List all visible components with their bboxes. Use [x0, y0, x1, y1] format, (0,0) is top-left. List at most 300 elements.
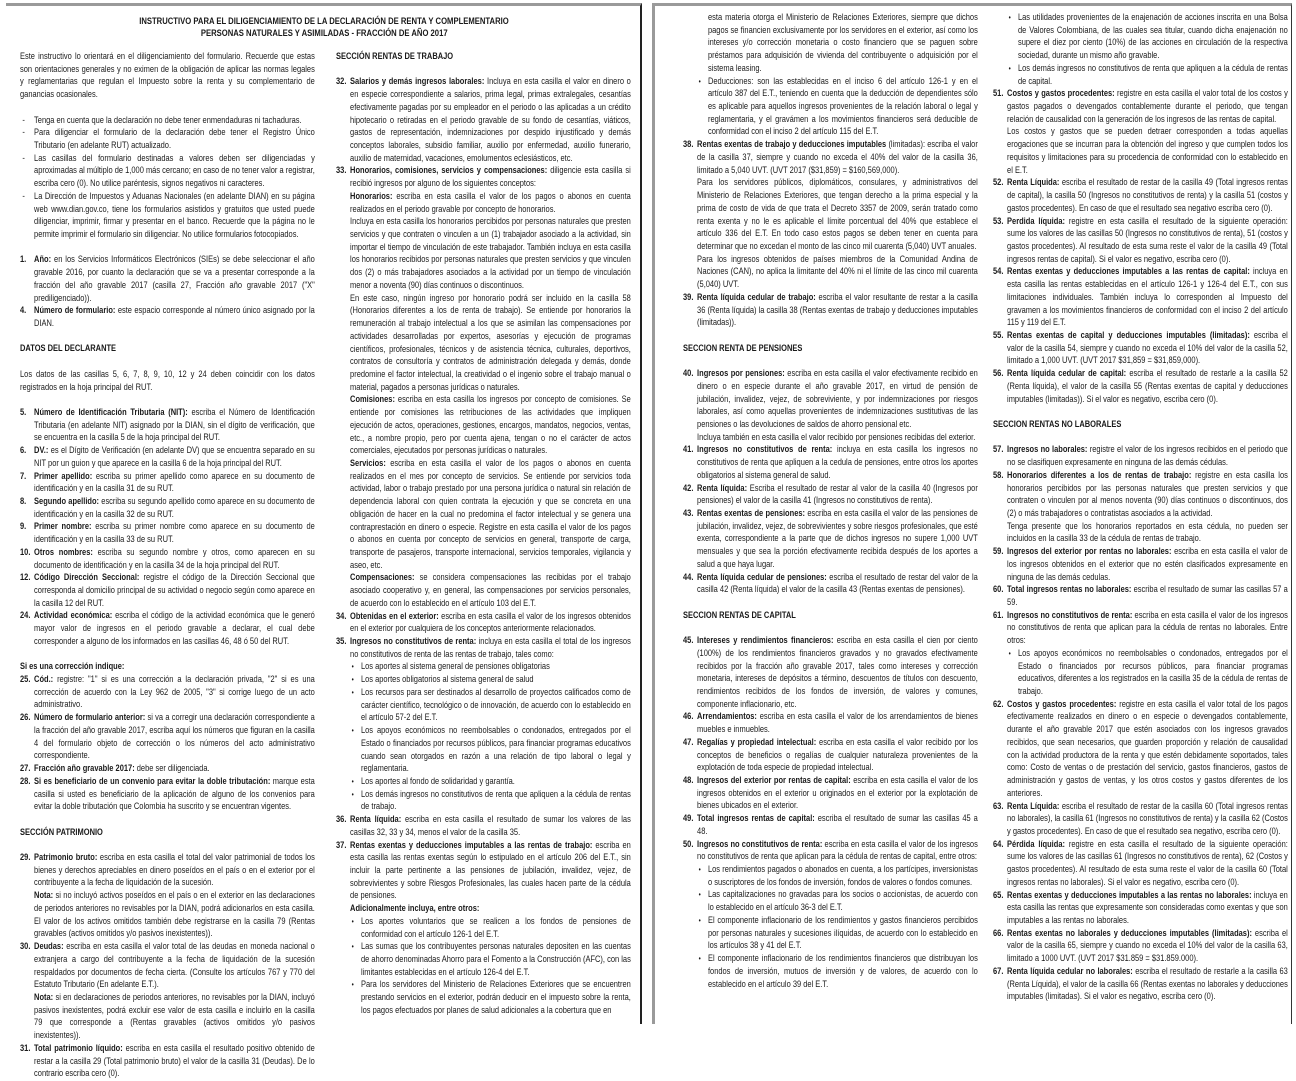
- numbered-item: [993, 444, 1288, 469]
- item-subparagraph: [993, 521, 1288, 546]
- item-subparagraph: [20, 992, 315, 1043]
- paragraph: [20, 369, 315, 394]
- bullet-item: [336, 661, 631, 674]
- numbered-item: [683, 737, 978, 775]
- item-label: Rentas exentas de trabajo y deducciones imputables: [697, 139, 887, 151]
- item-number: 39.: [683, 291, 694, 303]
- item-text: Los aportes voluntarios que se realicen a los fondos de pensiones de conformidad con el artículo 126-1 del E.T.: [360, 915, 631, 940]
- bullet-item: [993, 12, 1288, 63]
- item-text: Los aportes obligatorios al sistema general de salud: [360, 674, 534, 686]
- item-text: Los aportes al sistema general de pensiones obligatorias: [360, 661, 550, 673]
- item-number: 49.: [683, 813, 694, 825]
- item-label: Patrimonio bruto:: [34, 852, 98, 864]
- item-label: Año:: [34, 254, 52, 266]
- item-number: 62.: [993, 698, 1004, 710]
- section-heading: [336, 51, 631, 64]
- item-number: 44.: [683, 571, 694, 583]
- numbered-item: [20, 521, 315, 546]
- section-heading: [683, 343, 978, 356]
- item-label: Honorarios, comisiones, servicios y compensaciones:: [350, 165, 548, 177]
- item-text: Los costos y gastos que se pueden detraer corresponden a todas aquellas erogaciones que se incurran para la obtención del ingreso y que cumplen todos los requisitos y limitaciones para su procedencia de conformidad con lo establecido en el E.T.: [1007, 126, 1288, 176]
- item-subparagraph: [683, 177, 978, 253]
- item-text: DATOS DEL DECLARANTE: [20, 343, 117, 355]
- item-label: Rentas exentas y deducciones imputables a las rentas de trabajo:: [350, 839, 593, 851]
- item-text: Los apoyos económicos no reembolsables o condonados, entregados por el Estado o financiados por recursos públicos, para financiar programas educativos cuando sean otorgados en razón a una relación de tipo laboral o legal y reglamentaria.: [360, 725, 631, 775]
- item-label: Renta Líquida:: [1007, 800, 1060, 812]
- item-text: Tenga presente que los honorarios reportados en esta cédula, no pueden ser incluidos en la casilla 33 de la cédula de rentas de trabajo.: [1007, 520, 1288, 545]
- bullet-item: [993, 63, 1288, 88]
- page2-column-right: [993, 12, 1288, 1004]
- item-text: si en declaraciones de periodos anteriores, no revisables por la DIAN, incluyó pasivos inexistentes, podrá excluir ese valor de esta casilla e incluirlo en la casilla 79 que corresponde a (Rentas gravables (activos omitidos y/o pasivos inexistentes)).: [34, 991, 315, 1042]
- numbered-item: [993, 839, 1288, 890]
- item-label: Arrendamientos:: [697, 711, 757, 723]
- item-subparagraph: [683, 254, 978, 292]
- numbered-item: [993, 890, 1288, 928]
- item-number: 28.: [20, 775, 31, 787]
- item-text: registre en esta casilla el valor total de los costos y gastos pagados o devengados contablemente durante el periodo, que tengan relación de causalidad con la generación de los ingresos de las rentas de capital.: [1007, 88, 1288, 125]
- item-number: 1.: [20, 254, 27, 266]
- document-page-1: [6, 3, 642, 1080]
- item-label: Ingresos no constitutivos de renta:: [1007, 609, 1133, 621]
- numbered-item: [20, 471, 315, 496]
- numbered-item: [993, 584, 1288, 609]
- item-text: Los recursos para ser destinados al desarrollo de proyectos calificados como de carácter científico, tecnológico o de innovación, de acuerdo con lo establecido en el artículo 57-2 del E.T.: [360, 686, 631, 724]
- item-text: se considera compensaciones las recibidas por el trabajo asociado cooperativo y, en general, las compensaciones por servicios personales, de acuerdo con lo establecido en el artículo 103 del E.T.: [350, 572, 631, 609]
- page1-column-left: [20, 51, 315, 1081]
- item-label: Rentas exentas y deducciones imputables a las rentas no laborales:: [1007, 889, 1252, 901]
- item-text: Escriba el resultado de restar al valor de la casilla 40 (Ingresos por pensiones) el valor de la casilla 41 (Ingresos no constitutivos de renta).: [697, 482, 978, 507]
- item-text: Los demás ingresos no constitutivos de renta que apliquen a la cédula de rentas de capital.: [1017, 62, 1288, 87]
- bullet-item: [336, 789, 631, 814]
- item-number: 42.: [683, 482, 694, 494]
- numbered-item: [993, 801, 1288, 839]
- item-number: 53.: [993, 215, 1004, 227]
- item-text: escriba el Número de Identificación Tributaria (en adelante NIT) asignado por la DIAN, sin el dígito de verificación, que se encuentra en la casilla 5 de la hoja principal del RUT.: [34, 406, 315, 444]
- item-subparagraph: [336, 191, 631, 216]
- numbered-item: [336, 814, 631, 839]
- item-text: Los demás ingresos no constitutivos de renta que apliquen a la cédula de rentas de trabajo.: [360, 788, 631, 813]
- numbered-item: [993, 330, 1288, 368]
- item-text: registre en esta casilla los honorarios percibidos por las personas naturales que presten servicios y que contraten o vinculen por al menos noventa (90) días continuos o discontinuos, dos (2) o más trabajadores o contratistas asociados a la actividad.: [1007, 469, 1288, 519]
- item-text: Los aportes al fondo de solidaridad y garantía.: [360, 775, 515, 787]
- item-number: 65.: [993, 889, 1004, 901]
- bullet-continuation: [683, 12, 978, 76]
- item-number: 27.: [20, 763, 31, 775]
- item-number: 5.: [20, 406, 27, 418]
- item-label: Renta líquida cedular de trabajo:: [697, 291, 816, 303]
- item-label: Comisiones:: [350, 394, 395, 406]
- item-text: diligencie esta casilla si recibió ingresos por alguno de los siguientes conceptos:: [350, 165, 631, 190]
- item-subparagraph: [336, 394, 631, 458]
- dash-list-item: [20, 191, 315, 242]
- bullet-item: [336, 725, 631, 776]
- item-text: Si es una corrección indique:: [20, 661, 125, 673]
- item-label: Rentas exentas de capital y deducciones imputables (limitadas):: [1007, 329, 1250, 341]
- item-number: 38.: [683, 139, 694, 151]
- item-text: escriba en esta casilla el valor recibido por los conceptos de beneficios o regalías de cualquier naturaleza provenientes de la explotación de toda especie de propiedad intelectual.: [697, 736, 978, 774]
- item-text: escriba en esta casilla las rentas exentas según lo estipulado en el artículo 206 del E.T., sin incluir la parte pertinente a las pensiones de jubilación, invalidez, vejez, de sobrevivientes y sobre Riesgos Profesionales, las cuales hacen parte de la cédula de pensiones.: [350, 839, 631, 902]
- item-number: 56.: [993, 368, 1004, 380]
- item-text: Para los ingresos obtenidos de países miembros de la Comunidad Andina de Naciones (CAN), no aplica la limitante del 40% ni el límite de las cinco mil cuarenta (5,040) UVT.: [697, 253, 978, 291]
- item-text: registre en esta casilla el valor total de los pagos efectivamente realizados en dinero o en especie o devengados contablemente, durante el año gravable 2017 que estén asociados con los ingresos gravados recibidos, que sean necesarios, que guarden proporción y relación de causalidad con la actividad productora de la renta y que estén debidamente soportados, tales como: Costo de ventas o de prestación del servicio, gastos financieros, gastos de administración y gastos de ventas, y los otros costos y gastos diferentes de los anteriores.: [1007, 698, 1288, 799]
- item-number: 37.: [336, 839, 347, 851]
- item-number: 61.: [993, 609, 1004, 621]
- item-label: Total patrimonio líquido:: [34, 1042, 123, 1054]
- numbered-item: [993, 928, 1288, 966]
- page2-column-left: [683, 12, 978, 991]
- item-text: escriba en esta casilla el cien por ciento (100%) de los rendimientos financieros gravados y no gravados efectivamente recibidos por la fracción año gravable 2017, tales como intereses y corrección monetaria, intereses de depósitos a término, descuentos de títulos con descuento, rendimientos recibidos de los fondos de inversión, de valores y comunes, componente inflacionario, etc.: [697, 635, 978, 710]
- item-text: SECCION RENTAS NO LABORALES: [993, 418, 1122, 430]
- numbered-item: [993, 177, 1288, 215]
- numbered-item: [20, 305, 315, 330]
- item-text: escriba su segundo nombre y otros, como aparecen en su documento de identificación y en la casilla 34 de la hoja principal del RUT.: [34, 546, 315, 571]
- item-text: Incluya en esta casilla el valor en dinero o en especie correspondiente a salarios, prima legal, primas extralegales, cesantías efectivamente pagadas por su empleador en el periodo o las aplicadas a un crédito hipotecario o retiradas en el periodo gravable de su fondo de cesantías, viáticos, gastos de representación, indemnizaciones por despido injustificado y demás conceptos laborales, subsidio familiar, auxilio por enfermedad, auxilio funerario, auxilio de maternidad, vacaciones, emolumentos eclesiásticos, etc.: [350, 76, 631, 164]
- item-number: 46.: [683, 711, 694, 723]
- item-label: Ingresos del exterior por rentas no laborales:: [1007, 546, 1172, 558]
- item-number: 29.: [20, 852, 31, 864]
- item-text: escriba en esta casilla el valor de los pagos o abonos en cuenta realizados en el periodo gravable por concepto de honorarios.: [350, 190, 631, 215]
- item-label: Deudas:: [34, 941, 64, 953]
- item-label: Ingresos no laborales:: [1007, 444, 1088, 456]
- item-number: 12.: [20, 572, 31, 584]
- paragraph: [20, 51, 315, 102]
- item-text: en los Servicios Informáticos Electrónicos (SIEs) se debe seleccionar el año gravable 2016, por cuanto la declaración que se va a presentar corresponde a la fracción del año gravable 2017 (casilla 27, Fracción año gravable 2017 ("X" prediligenciado)).: [34, 254, 315, 304]
- item-text: incluya en esta casilla los ingresos no constitutivos de renta que apliquen a la cedula de pensiones, entre otros los aportes obligatorios al sistema general de salud.: [697, 444, 978, 481]
- numbered-item: [683, 839, 978, 864]
- page1-column-right: [336, 51, 631, 1018]
- item-number: 36.: [336, 814, 347, 826]
- item-text: Las sumas que los contribuyentes personas naturales depositen en las cuentas de ahorro denominadas Ahorro para el Fomento a la Construcción (AFC), con las limitantes establecidas en el artículo 126-4 del E.T.: [360, 941, 631, 978]
- item-text: escriba en esta casilla el valor de los ingresos obtenidos en el exterior u originados en el exterior por la explotación de bienes ubicados en el exterior.: [697, 775, 978, 812]
- numbered-item: [20, 1043, 315, 1081]
- numbered-item: [993, 368, 1288, 406]
- item-text: El componente inflacionario de los rendimientos financieros que distribuyan los fondos de inversión, mutuos de inversión y de valores, de acuerdo con lo establecido en el artículo 39 del E.T.: [707, 953, 978, 990]
- item-number: 60.: [993, 584, 1004, 596]
- item-number: 26.: [20, 712, 31, 724]
- item-label: Ingresos no constitutivos de renta:: [350, 636, 477, 648]
- item-number: 6.: [20, 445, 27, 457]
- numbered-item: [20, 763, 315, 776]
- item-number: 7.: [20, 470, 27, 482]
- numbered-item: [20, 254, 315, 305]
- item-subparagraph: [336, 572, 631, 610]
- item-label: Compensaciones:: [350, 572, 415, 584]
- item-label: Honorarios diferentes a los de rentas de trabajo:: [1007, 469, 1192, 481]
- item-label: Cód.:: [34, 674, 54, 686]
- item-text: marque esta casilla si usted es beneficiario de la aplicación de alguno de los convenios para evitar la doble tributación que Colombia ha suscrito y se encuentran vigentes.: [34, 775, 315, 813]
- item-text: registre: "1" si es una corrección a la declaración privada, "2" si es una corrección de acuerdo con la Ley 962 de 2005, "3" si corrige luego de un acto administrativo.: [34, 674, 315, 711]
- item-text: escriba el valor resultante de restar a la casilla 36 (Renta líquida) la casilla 38 (Rentas exentas de trabajo y deducciones imputables (limitadas)).: [697, 291, 978, 329]
- item-label: Rentas exentas y deducciones imputables a las rentas de capital:: [1007, 266, 1250, 278]
- numbered-item: [20, 407, 315, 445]
- item-label: Renta líquida cedular de capital:: [1007, 368, 1127, 380]
- item-text: escriba su primer nombre como aparece en su documento de identificación y en la casilla 33 de su RUT.: [34, 521, 315, 546]
- item-text: SECCION RENTAS DE CAPITAL: [683, 609, 796, 621]
- item-label: DV.:: [34, 445, 49, 457]
- item-label: Obtenidas en el exterior:: [350, 610, 439, 622]
- item-text: escriba en esta casilla el resultado de sumar los valores de las casillas 32, 33 y 34, menos el valor de la casilla 35.: [350, 814, 631, 838]
- item-number: 33.: [336, 165, 347, 177]
- item-number: 31.: [20, 1042, 31, 1054]
- item-text: registre en esta casilla el resultado de la siguiente operación: sume los valores de las casillas 61 (Ingresos no constitutivos de renta), 62 (Costos y gastos procedentes). Al resultado de esta suma reste el valor de la casilla 60 (Total ingresos rentas no laborales). Si el valor es negativo, escriba cero (0).: [1007, 838, 1288, 888]
- item-number: 32.: [336, 76, 347, 88]
- item-text: (limitadas): escriba el valor de la casilla 37, siempre y cuando no exceda el 40% del valor de la casilla 36, limitado a 5,040 UVT. (UVT 2017 ($31,859) = $160,569,000).: [697, 139, 978, 176]
- item-number: 8.: [20, 496, 27, 507]
- item-text: escriba el resultado de sumar las casillas 45 a 48.: [697, 813, 978, 837]
- item-text: Las capitalizaciones no gravadas para los socios o accionistas, de acuerdo con lo establecido en el artículo 36-3 del E.T.: [707, 889, 978, 914]
- item-text: Los datos de las casillas 5, 6, 7, 8, 9, 10, 12 y 24 deben coincidir con los datos registrados en la hoja principal del RUT.: [20, 368, 315, 393]
- numbered-item: [683, 483, 978, 508]
- item-number: 55.: [993, 329, 1004, 341]
- item-label: Salarios y demás ingresos laborales:: [350, 76, 485, 88]
- dash-list-item: [20, 115, 315, 128]
- item-text: Para los servidores del Ministerio de Relaciones Exteriores que se encuentren prestando servicios en el exterior, podrán deducir en el impuesto sobre la renta, los pagos efectuados por planes de salud adicionales a la cobertura que en: [360, 979, 631, 1016]
- bullet-item: [683, 76, 978, 140]
- item-number: 64.: [993, 838, 1004, 850]
- item-label: Renta líquida cedular no laborales:: [1007, 965, 1133, 977]
- numbered-item: [336, 636, 631, 661]
- item-number: 24.: [20, 610, 31, 622]
- item-subparagraph: [993, 126, 1288, 177]
- numbered-item: [683, 139, 978, 177]
- section-heading: [20, 343, 315, 356]
- item-number: 25.: [20, 674, 31, 686]
- item-label: Primer apellido:: [34, 470, 93, 482]
- item-text: SECCIÓN PATRIMONIO: [20, 826, 103, 838]
- numbered-item: [683, 444, 978, 482]
- numbered-item: [993, 88, 1288, 126]
- item-text: si no incluyó activos poseídos en el país o en el exterior en las declaraciones de periodos anteriores no revisables por la DIAN, podrá adicionarlos en esta casilla. El valor de los activos omitidos también debe registrarse en la casilla 79 (Rentas gravables (activos omitidos y/o pasivos inexistentes)).: [34, 890, 315, 940]
- item-text: escriba el código de la actividad económica que le generó mayor valor de ingresos en el periodo gravable a declarar, el cual debe corresponder a alguno de los informados en las casillas 46, 48 ó 50 del RUT.: [34, 610, 315, 647]
- item-text: escriba en esta casilla el valor de los ingresos no constitutivos de renta que aplican para la cédula de rentas no laborales. Entre otros:: [1007, 609, 1288, 647]
- numbered-item: [336, 76, 631, 165]
- numbered-item: [20, 941, 315, 992]
- item-number: 40.: [683, 368, 694, 380]
- item-subparagraph: [336, 458, 631, 572]
- document-title: [6, 16, 642, 40]
- item-number: 63.: [993, 800, 1004, 812]
- item-number: 59.: [993, 546, 1004, 558]
- item-text: es el Dígito de Verificación (en adelante DV) que se encuentra separado en su NIT por un guion y que aparece en la casilla 6 de la hoja principal del RUT.: [34, 445, 315, 469]
- item-label: Pérdida líquida:: [1007, 838, 1065, 850]
- item-text: incluya en esta casilla el total de los ingresos no constitutivos de renta de las rentas de trabajo, tales como:: [350, 636, 631, 660]
- item-text: registre en esta casilla el resultado de la siguiente operación: sume los valores de las casillas 50 (Ingresos no constitutivos de renta), 51 (costos y gastos procedentes). Al resultado de esta suma reste el valor de la casilla 49 (Total ingresos rentas de capital). Si el valor es negativo, escriba cero (0).: [1007, 215, 1288, 265]
- item-label: Actividad económica:: [34, 610, 113, 622]
- numbered-item: [20, 712, 315, 763]
- item-text: Incluya en esta casilla los honorarios percibidos por personas naturales que presten servicios y que contraten o vinculen a un (1) trabajador asociado a la actividad, sin importar el tiempo de vinculación de este trabajador. También incluya en esta casilla los honorarios recibidos por personas naturales que presten servicios y que vinculen dos (2) o más trabajadores asociados a la actividad por un tiempo de vinculación menor a noventa (90) días continuos o discontinuos.: [350, 216, 631, 291]
- item-label: Ingresos no constitutivos de renta:: [697, 838, 823, 850]
- dash-list-item: [20, 127, 315, 152]
- item-label: Número de Identificación Tributaria (NIT):: [34, 406, 188, 418]
- item-number: 41.: [683, 444, 694, 456]
- item-label: Ingresos no constitutivos de renta:: [697, 444, 833, 456]
- item-label: Nota:: [34, 991, 54, 1003]
- numbered-item: [683, 813, 978, 838]
- item-label: Costos y gastos procedentes:: [1007, 88, 1115, 100]
- numbered-item: [20, 852, 315, 890]
- bullet-item: [683, 889, 978, 914]
- item-text: escriba en esta casilla el valor de los ingresos obtenidos en el exterior que no estén clasificados expresamente en ninguna de las demás cedulas.: [1007, 546, 1288, 583]
- item-number: 51.: [993, 88, 1004, 100]
- item-text: Incluya también en esta casilla el valor recibido por pensiones recibidas del exterior.: [697, 431, 976, 443]
- section-heading: [683, 610, 978, 623]
- item-number: 35.: [336, 636, 347, 648]
- item-text: escriba en esta casilla los ingresos por concepto de comisiones. Se entiende por comisiones las retribuciones de las actividades que impliquen ejecución de actos, operaciones, gestiones, encargos, mandatos, negocios, ventas, etc., a nombre propio, pero por cuenta ajena, tengan o no el carácter de actos comerciales, ejecutados por personas jurídicas o naturales.: [350, 394, 631, 457]
- item-label: Número de formulario:: [34, 305, 116, 317]
- item-number: 48.: [683, 775, 694, 786]
- item-number: 34.: [336, 610, 347, 622]
- item-text: escriba en esta casilla el valor de los pagos o abonos en cuenta realizados en el mes por concepto de servicios. Se entiende por servicios toda actividad, labor o trabajo prestado por una persona jurídica o natural sin relación de dependencia laboral con quien contrata la ejecución y que se concreta en una obligación de hacer en la cual no predomina el factor intelectual y se genera una contraprestación en dinero o especie. Registre en esta casilla el valor de los pagos o abonos en cuenta por concepto de servicios en general, transporte de carga, transporte de pasajeros, transporte internacional, servicios temporales, vigilancia y aseo, etc.: [350, 457, 631, 571]
- item-text: Este instructivo lo orientará en el diligenciamiento del formulario. Recuerde que estas son orientaciones generales y no eximen de la obligación de aplicar las normas legales y reglamentarias que regulan el Impuesto sobre la renta y su complementario de ganancias ocasionales.: [20, 51, 315, 101]
- item-label: Ingresos del exterior por rentas de capital:: [697, 775, 851, 786]
- item-number: 45.: [683, 635, 694, 647]
- subheading: [20, 661, 315, 674]
- item-label: Costos y gastos procedentes:: [1007, 698, 1117, 710]
- numbered-item: [336, 165, 631, 190]
- item-number: 52.: [993, 177, 1004, 189]
- item-label: Ingresos por pensiones:: [697, 368, 785, 380]
- item-label: Nota:: [34, 890, 54, 902]
- item-subparagraph: [336, 293, 631, 395]
- title-line-1: INSTRUCTIVO PARA EL DILIGENCIAMIENTO DE LA DECLARACIÓN DE RENTA Y COMPLEMENTARIO: [139, 16, 509, 27]
- item-label: Primer nombre:: [34, 521, 92, 533]
- item-text: escriba el resultado de restar de la casilla 49 (Total ingresos rentas de capital), la casilla 50 (Ingresos no constitutivos de renta) y la casilla 51 (costos y gastos procedentes). En caso de que el resultado sea negativo escriba cero (0).: [1007, 177, 1288, 214]
- item-text: este espacio corresponde al número único asignado por la DIAN.: [34, 305, 315, 330]
- bullet-item: [336, 941, 631, 979]
- item-label: Total ingresos rentas no laborales:: [1007, 584, 1132, 596]
- item-text: escriba el valor de la casilla 54, siempre y cuando no exceda el 10% del valor de la casilla 52, limitado a 1,000 UVT. (UVT 2017 $31,859 = $31,859,000).: [1007, 329, 1288, 367]
- numbered-item: [20, 547, 315, 572]
- numbered-item: [20, 776, 315, 814]
- item-number: 57.: [993, 444, 1004, 456]
- item-label: Otros nombres:: [34, 546, 93, 558]
- item-subparagraph: [336, 903, 631, 916]
- item-subparagraph: [20, 890, 315, 941]
- numbered-item: [336, 611, 631, 636]
- item-text: escriba el resultado de restar de la casilla 60 (Total ingresos rentas no laborales), la casilla 61 (Ingresos no constitutivos de renta) y la casilla 62 (Costos y gastos procedentes). En caso de que el resultado sea negativo, escriba cero (0).: [1007, 800, 1288, 837]
- item-label: Renta Líquida:: [1007, 177, 1060, 189]
- item-label: Adicionalmente incluya, entre otros:: [350, 903, 480, 915]
- item-label: Renta líquida cedular de pensiones:: [697, 571, 827, 583]
- item-label: Segundo apellido:: [34, 496, 100, 507]
- item-text: incluya en esta casilla las rentas establecidas en el artículo 126-1 y 126-4 del E.T., con sus limitaciones individuales. También incluya lo corresponden al Impuesto del gravamen a los movimientos financieros de conformidad con el inciso 2 del artículo 115 y 119 del E.T.: [1007, 266, 1288, 329]
- item-number: 67.: [993, 965, 1004, 977]
- item-text: si va a corregir una declaración correspondiente a la fracción del año gravable 2017, escriba aquí los números que figuran en la casilla 4 del formulario objeto de corrección o los números del acto administrativo correspondiente.: [34, 712, 315, 762]
- item-text: escriba el resultado de restarle a la casilla 63 (Renta Líquida), el valor de la casilla 66 (Rentas exentas no laborales y deducciones imputables (limitadas). Si el valor es negativo, escriba cero (0).: [1007, 965, 1288, 1003]
- item-number: 4.: [20, 305, 27, 317]
- item-text: Las casillas del formulario destinadas a valores deben ser diligenciadas y aproximadas al múltiplo de 1,000 más cercano; en caso de no tener valor a registrar, escriba cero (0). No utilice paréntesis, signos negativos ni caracteres.: [34, 152, 315, 190]
- item-text: escriba en esta casilla el valor de las pensiones de jubilación, invalidez, vejez, de sobrevivientes y sobre riesgos profesionales, que esté exenta, correspondiente a la parte que de dichos ingresos no supere 1,000 UVT mensuales y que sea la porción efectivamente recibida después de los aportes a salud a que haya lugar.: [697, 507, 978, 570]
- numbered-item: [683, 775, 978, 813]
- item-text: Deducciones: son las establecidas en el inciso 6 del artículo 126-1 y en el artículo 387 del E.T., teniendo en cuenta que la deducción de dependientes sólo es aplicable para aquellos ingresos provenientes de la relación laboral o legal y reglamentaria, y el gravámen a los movimientos financieros será deducible de conformidad con el inciso 2 del artículo 115 del E.T.: [707, 75, 978, 138]
- item-label: Servicios:: [350, 457, 386, 469]
- bullet-item: [683, 864, 978, 889]
- item-text: registre el código de la Dirección Seccional que corresponda al domicilio principal de su actividad o negocio según como aparece en la casilla 12 del RUT.: [34, 572, 315, 609]
- item-number: 30.: [20, 941, 31, 953]
- item-number: 54.: [993, 266, 1004, 278]
- item-text: Las utilidades provenientes de la enajenación de acciones inscrita en una Bolsa de Valores Colombiana, de las cuales sea titular, cuando dicha enajenación no supere el diez por ciento (10%) de las acciones en circulación de la respectiva sociedad, durante un mismo año gravable.: [1017, 12, 1288, 62]
- numbered-item: [993, 266, 1288, 330]
- numbered-item: [993, 216, 1288, 267]
- item-number: 50.: [683, 838, 694, 850]
- title-line-2: PERSONAS NATURALES Y ASIMILADAS - FRACCIÓN DE AÑO 2017: [200, 28, 448, 39]
- item-number: 43.: [683, 507, 694, 519]
- section-heading: [20, 827, 315, 840]
- item-text: Tenga en cuenta que la declaración no debe tener enmendaduras ni tachaduras.: [34, 114, 302, 126]
- numbered-item: [683, 292, 978, 330]
- numbered-item: [20, 572, 315, 610]
- numbered-item: [993, 610, 1288, 648]
- bullet-item: [993, 648, 1288, 699]
- item-text: debe ser diligenciada.: [134, 763, 210, 775]
- bullet-item: [336, 687, 631, 725]
- item-number: 47.: [683, 736, 694, 748]
- item-text: escriba el resultado de sumar las casillas 57 a 59.: [1007, 584, 1288, 608]
- item-text: escriba el resultado de restar del valor de la casilla 42 (Renta líquida) el valor de la casilla 43 (Rentas exentas de pensiones).: [697, 571, 978, 596]
- item-text: Los apoyos económicos no reembolsables o condonados, entregados por el Estado o financiados por recursos públicos, para financiar programas educativos, diferentes a los registrados en la casilla 35 de la cédula de rentas de trabajo.: [1017, 647, 1288, 698]
- item-label: Si es beneficiario de un convenio para evitar la doble tributación:: [34, 775, 271, 787]
- item-number: 10.: [20, 546, 31, 558]
- item-subparagraph: [683, 432, 978, 445]
- bullet-item: [336, 776, 631, 789]
- item-text: escriba en esta casilla el total del valor patrimonial de todos los bienes y derechos apreciables en dinero poseídos en el país o en el exterior por el contribuyente a la fecha de liquidación de la sucesión.: [34, 852, 315, 889]
- item-label: Código Dirección Seccional:: [34, 572, 140, 584]
- item-label: Honorarios:: [350, 190, 393, 202]
- bullet-item: [336, 916, 631, 941]
- item-subparagraph: [336, 216, 631, 292]
- item-text: El componente inflacionario de los rendimientos y gastos financieros percibidos por personas naturales y sucesiones ilíquidas, de acuerdo con lo establecido en los artículos 38 y 41 del E.T.: [707, 914, 978, 952]
- item-text: escriba su primer apellido como aparece en su documento de identificación y en la casilla 31 de su RUT.: [34, 470, 315, 495]
- item-text: escriba el resultado de restarle a la casilla 52 (Renta líquida), el valor de la casilla 55 (Rentas exentas de capital y deducciones imputables (limitadas)). Si el valor es negativo, escriba cero (0).: [1007, 368, 1288, 405]
- item-label: Regalías y propiedad intelectual:: [697, 736, 817, 748]
- item-text: escriba en esta casilla el valor efectivamente recibido en dinero o en especie durante el año gravable 2017, en virtud de pensión de jubilación, invalidez, vejez, de sobreviviente, y por indemnizaciones por riesgos laborales, así como aquellas provenientes de indemnizaciones sustitutivas de las pensiones o las devoluciones de saldos de ahorro pensional etc.: [697, 368, 978, 430]
- item-number: 9.: [20, 521, 27, 533]
- numbered-item: [683, 635, 978, 711]
- item-text: La Dirección de Impuestos y Aduanas Nacionales (en adelante DIAN) en su página web www.dian.gov.co, tiene los formularios asistidos y gratuitos que usted puede diligenciar, imprimir, firmar y presentar en el banco. Recuerde que la página no le permite imprimir el formulario sin diligenciar. No utilice formularios fotocopiados.: [34, 190, 315, 241]
- item-number: 58.: [993, 469, 1004, 481]
- item-label: Fracción año gravable 2017:: [34, 763, 135, 775]
- item-text: escriba en esta casilla el valor de los ingresos obtenidos en el exterior por cualquiera de los conceptos anteriormente relacionados.: [350, 610, 631, 635]
- bullet-item: [683, 953, 978, 991]
- item-text: SECCION RENTA DE PENSIONES: [683, 342, 803, 354]
- item-text: esta materia otorga el Ministerio de Relaciones Exteriores, siempre que dichos pagos se financien exclusivamente por los servidores en el exterior, así como los intereses y/o corrección monetaria o costo financiero que se paguen sobre préstamos para adquisición de vivienda del contribuyente o adquisición por el sistema leasing.: [707, 12, 978, 74]
- item-label: Rentas exentas de pensiones:: [697, 507, 806, 519]
- item-number: 66.: [993, 927, 1004, 939]
- document-page-2: [652, 3, 1292, 1024]
- item-label: Intereses y rendimientos financieros:: [697, 635, 834, 647]
- bullet-item: [683, 915, 978, 953]
- item-text: En este caso, ningún ingreso por honorario podrá ser incluido en la casilla 58 (Honorarios diferentes a los de renta de trabajo). Se entiende por honorarios la remuneración al trabajo intelectual a los que se asimilan las compensaciones por actividades desarrolladas por expertos, asesorías y ejecución de programas científicos, profesionales, técnicos y de asistencia técnica, culturales, deportivos, contratos de consultoría y contratos de administración delegada y demás, donde predomine el factor intelectual, la creatividad o el ingenio sobre el trabajo manual o material, pagados a personas jurídicas o naturales.: [350, 292, 631, 393]
- numbered-item: [20, 445, 315, 470]
- section-heading: [993, 419, 1288, 432]
- item-text: registre el valor de los ingresos recibidos en el periodo que no se clasifiquen expresamente en ninguna de las demás cédulas.: [1007, 444, 1288, 469]
- item-label: Total ingresos rentas de capital:: [697, 813, 815, 825]
- item-label: Número de formulario anterior:: [34, 712, 146, 724]
- numbered-item: [336, 840, 631, 904]
- item-text: escriba en esta casilla el valor de los ingresos no constitutivos de renta que aplican para la cédula de rentas de capital, entre otros:: [697, 838, 978, 863]
- numbered-item: [20, 496, 315, 521]
- bullet-item: [336, 979, 631, 1017]
- numbered-item: [683, 508, 978, 572]
- item-text: escriba en esta casilla el valor de los arrendamientos de bienes muebles e inmuebles.: [697, 711, 978, 736]
- item-text: Los rendimientos pagados o abonados en cuenta, a los partícipes, inversionistas o suscriptores de los fondos de inversión, fondos de valores o fondos comunes.: [707, 864, 978, 888]
- numbered-item: [683, 368, 978, 432]
- dash-list-item: [20, 153, 315, 191]
- item-text: escriba el valor de la casilla 65, siempre y cuando no exceda el 10% del valor de la casilla 63, limitado a 1000 UVT. (UVT 2017 $31.859 = $31.859.000).: [1007, 927, 1288, 965]
- numbered-item: [993, 546, 1288, 584]
- numbered-item: [993, 966, 1288, 1004]
- item-label: Renta líquida:: [697, 482, 748, 494]
